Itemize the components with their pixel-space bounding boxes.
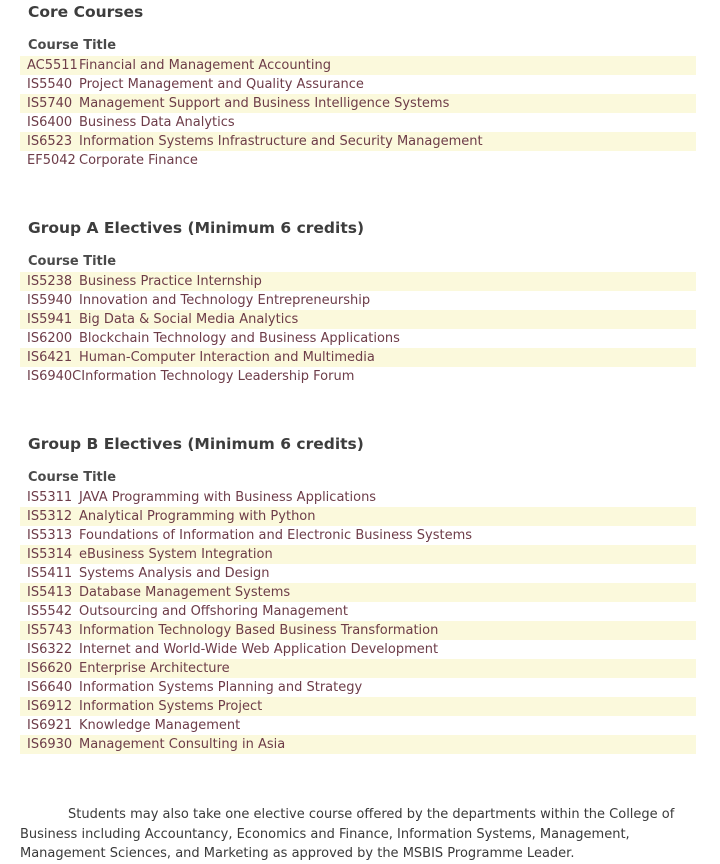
course-row [20, 716, 696, 735]
course-row [20, 640, 696, 659]
elective-note: Students may also take one elective course offered by the departments within the College of Business including Accountancy, Economics and Finance, Information Systems, Management, Management Sciences, and Marketing as approved by the MSBIS Programme Leader. [20, 807, 675, 861]
course-title: Big Data & Social Media Analytics [79, 312, 299, 327]
course-section [20, 5, 696, 170]
course-title: Information Systems Project [79, 699, 263, 714]
course-title: Information Technology Leadership Forum [81, 369, 355, 384]
course-title: Financial and Management Accounting [79, 58, 332, 73]
column-header: Course Title [28, 254, 117, 269]
course-code: IS5940 [27, 293, 73, 308]
course-rows [20, 488, 696, 754]
course-code: IS5540 [27, 77, 73, 92]
course-row [20, 310, 696, 329]
course-title: Business Data Analytics [79, 115, 235, 130]
course-row [20, 526, 696, 545]
course-code: IS6620 [27, 661, 73, 676]
course-code: IS5941 [27, 312, 73, 327]
section-heading: Core Courses [28, 3, 144, 21]
course-title: Information Technology Based Business Transformation [79, 623, 439, 638]
course-title: Human-Computer Interaction and Multimedia [79, 350, 375, 365]
course-title: Outsourcing and Offshoring Management [79, 604, 348, 619]
course-title: Business Practice Internship [79, 274, 262, 289]
course-row [20, 94, 696, 113]
course-code: IS6921 [27, 718, 73, 733]
column-header: Course Title [28, 470, 117, 485]
course-title: Internet and World-Wide Web Application Development [79, 642, 439, 657]
course-code: AC5511 [27, 58, 78, 73]
course-row [20, 583, 696, 602]
course-title: Information Systems Infrastructure and Security Management [79, 134, 483, 149]
course-code: IS6912 [27, 699, 73, 714]
course-row [20, 113, 696, 132]
column-header: Course Title [28, 38, 117, 53]
course-section [20, 437, 696, 754]
course-rows [20, 272, 696, 386]
course-title: Innovation and Technology Entrepreneurship [79, 293, 371, 308]
course-title: Knowledge Management [79, 718, 241, 733]
course-title: Blockchain Technology and Business Applications [79, 331, 400, 346]
course-code: IS6421 [27, 350, 73, 365]
course-title: eBusiness System Integration [79, 547, 273, 562]
course-row [20, 507, 696, 526]
course-code: IS5542 [27, 604, 73, 619]
section-heading: Group B Electives (Minimum 6 credits) [28, 435, 364, 453]
course-code: IS6322 [27, 642, 73, 657]
course-code: IS5313 [27, 528, 73, 543]
course-code: IS5312 [27, 509, 73, 524]
course-code: IS6400 [27, 115, 73, 130]
course-row [20, 488, 696, 507]
course-row [20, 272, 696, 291]
course-row [20, 735, 696, 754]
course-code: IS5740 [27, 96, 73, 111]
course-title: Analytical Programming with Python [79, 509, 316, 524]
course-title: Management Support and Business Intelligence Systems [79, 96, 450, 111]
course-code: IS5238 [27, 274, 73, 289]
course-code: IS6940C [27, 369, 82, 384]
course-title: Management Consulting in Asia [79, 737, 286, 752]
course-title: Enterprise Architecture [79, 661, 230, 676]
course-row [20, 132, 696, 151]
course-code: IS5311 [27, 490, 73, 505]
course-listing [20, 5, 696, 754]
course-code: IS5411 [27, 566, 73, 581]
course-row [20, 56, 696, 75]
course-title: Systems Analysis and Design [79, 566, 270, 581]
course-code: EF5042 [27, 153, 76, 168]
course-title: JAVA Programming with Business Applications [79, 490, 377, 505]
course-code: IS5743 [27, 623, 73, 638]
course-title: Information Systems Planning and Strategy [79, 680, 363, 695]
course-row [20, 329, 696, 348]
course-title: Corporate Finance [79, 153, 198, 168]
course-code: IS6930 [27, 737, 73, 752]
course-row [20, 621, 696, 640]
course-row [20, 545, 696, 564]
course-code: IS5314 [27, 547, 73, 562]
course-code: IS5413 [27, 585, 73, 600]
course-section [20, 221, 696, 386]
course-title: Database Management Systems [79, 585, 291, 600]
course-title: Project Management and Quality Assurance [79, 77, 364, 92]
course-row [20, 291, 696, 310]
course-rows [20, 56, 696, 170]
course-code: IS6200 [27, 331, 73, 346]
course-row [20, 678, 696, 697]
section-heading: Group A Electives (Minimum 6 credits) [28, 219, 365, 237]
course-row [20, 348, 696, 367]
course-title: Foundations of Information and Electronic Business Systems [79, 528, 473, 543]
course-row [20, 564, 696, 583]
course-row [20, 367, 696, 386]
course-row [20, 697, 696, 716]
course-row [20, 602, 696, 621]
course-row [20, 659, 696, 678]
course-code: IS6523 [27, 134, 73, 149]
course-row [20, 151, 696, 170]
course-row [20, 75, 696, 94]
course-code: IS6640 [27, 680, 73, 695]
